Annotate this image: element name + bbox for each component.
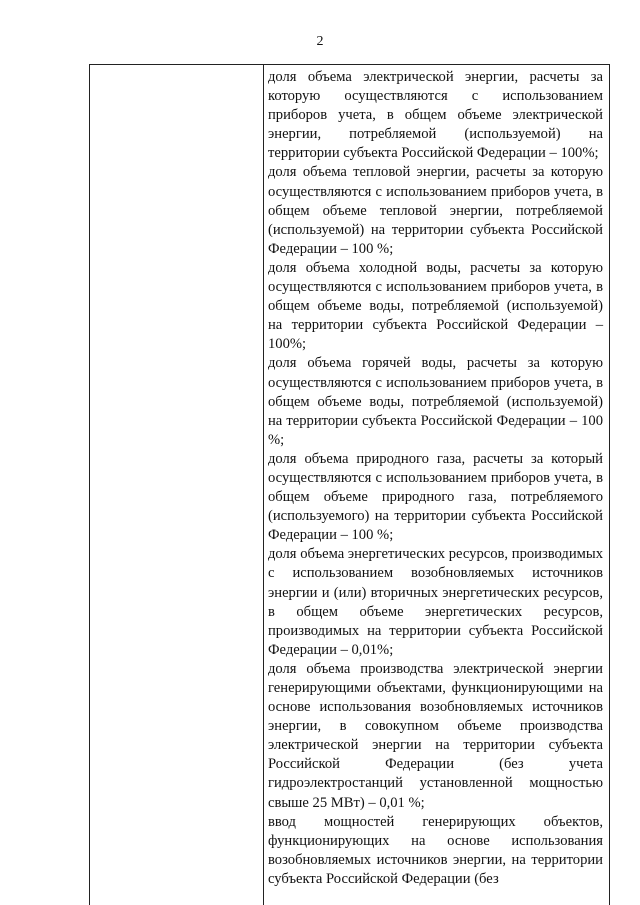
- page-number: 2: [316, 34, 324, 49]
- paragraph-natural-gas-metering-share: доля объема природного газа, расчеты за который осуществляются с использованием приборов учета, в общем объеме природного газа, потребляемого (используемого) на территории субъекта Российской Федерации – 100 %;: [268, 450, 603, 544]
- paragraph-electricity-metering-share: доля объема электрической энергии, расчеты за которую осуществляются с использованием приборов учета, в общем объеме электрической энергии, потребляемой (используемой) на территории субъекта Российской Федерации – 100%;: [268, 69, 603, 162]
- document-table: [89, 64, 610, 905]
- paragraph-renewable-resources-share: доля объема энергетических ресурсов, производимых с использованием возобновляемых источников энергии и (или) вторичных энергетических ресурсов, в общем объеме энергетических ресурсов, производимых на территории субъекта Российской Федерации – 0,01%;: [268, 546, 603, 658]
- paragraph-cold-water-metering-share: доля объема холодной воды, расчеты за которую осуществляются с использованием приборов учета, в общем объеме воды, потребляемой (используемой) на территории субъекта Российской Федерации – 100%;: [268, 259, 603, 353]
- table-left-cell: [90, 65, 264, 905]
- paragraph-renewable-electricity-production-share: доля объема производства электрической энергии генерирующими объектами, функционирующими на основе использования возобновляемых источников энергии, в совокупном объеме производства электрической энергии на территории субъекта Российской Федерации (без учета гидроэлектростанций установленной мощностью свыше 25 МВт) – 0,01 %;: [268, 660, 603, 811]
- paragraph-hot-water-metering-share: доля объема горячей воды, расчеты за которую осуществляются с использованием приборов учета, в общем объеме воды, потребляемой (используемой) на территории субъекта Российской Федерации – 100 %;: [268, 355, 603, 448]
- paragraph-renewable-capacity-commissioning: ввод мощностей генерирующих объектов, функционирующих на основе использования возобновляемых источников энергии, на территории субъекта Российской Федерации (без: [268, 813, 603, 887]
- table-right-cell: [268, 68, 603, 889]
- paragraph-heat-metering-share: доля объема тепловой энергии, расчеты за которую осуществляются с использованием приборов учета, в общем объеме тепловой энергии, потребляемой (используемой) на территории субъекта Российской Федерации – 100 %;: [268, 164, 603, 257]
